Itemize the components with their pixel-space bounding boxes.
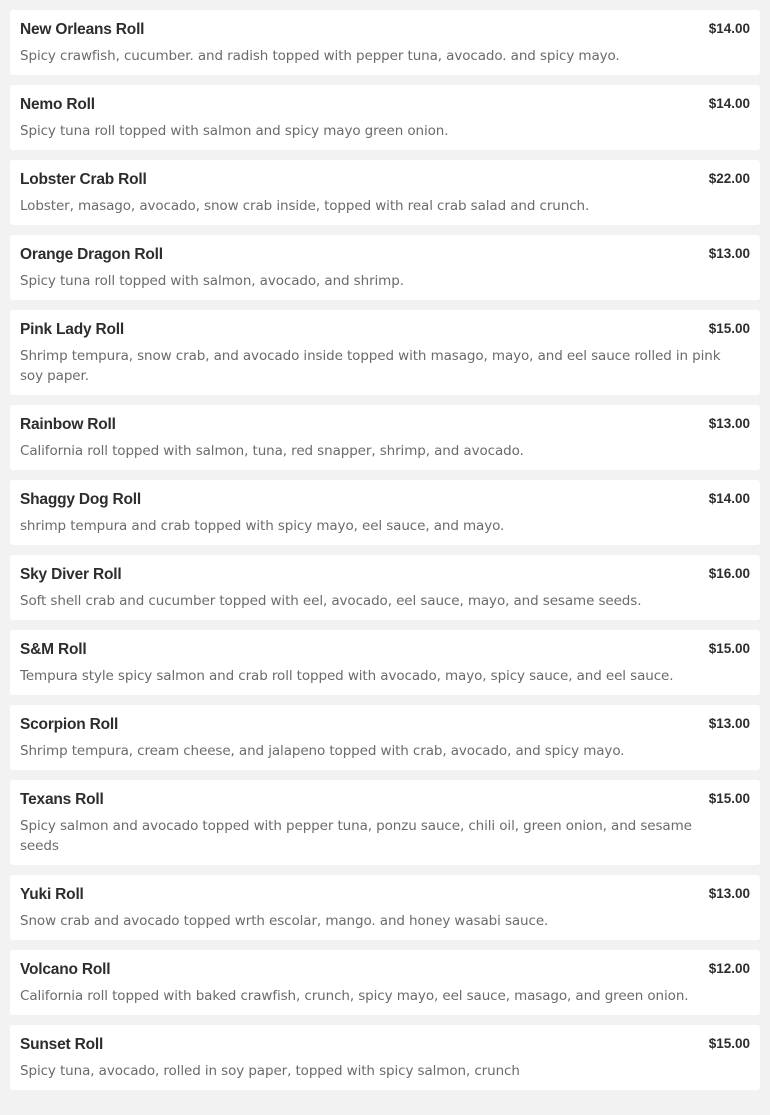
- item-description: Lobster, masago, avocado, snow crab inside, topped with real crab salad and crunch.: [20, 198, 590, 214]
- item-name: Lobster Crab Roll: [20, 171, 147, 188]
- item-description: Spicy tuna roll topped with salmon, avocado, and shrimp.: [20, 273, 404, 289]
- item-name: Sunset Roll: [20, 1036, 104, 1053]
- menu-item[interactable]: [10, 950, 760, 1015]
- item-price: $16.00: [708, 566, 750, 581]
- menu-item[interactable]: [10, 630, 760, 695]
- item-description: California roll topped with baked crawfish, crunch, spicy mayo, eel sauce, masago, and green onion.: [20, 988, 689, 1004]
- item-price: $15.00: [708, 791, 750, 806]
- item-name: Texans Roll: [20, 791, 104, 808]
- menu-item[interactable]: [10, 780, 760, 865]
- menu-item[interactable]: [10, 310, 760, 395]
- menu-item-list: [10, 10, 760, 1100]
- menu-item[interactable]: [10, 85, 760, 150]
- item-description: Tempura style spicy salmon and crab roll topped with avocado, mayo, spicy sauce, and eel sauce.: [20, 668, 674, 684]
- item-name: Volcano Roll: [20, 961, 111, 978]
- item-description: Spicy tuna, avocado, rolled in soy paper, topped with spicy salmon, crunch: [20, 1063, 520, 1079]
- item-price: $13.00: [708, 416, 750, 431]
- item-price: $14.00: [708, 491, 750, 506]
- item-price: $15.00: [708, 1036, 750, 1051]
- item-name: Shaggy Dog Roll: [20, 491, 142, 508]
- item-name: S&M Roll: [20, 641, 87, 658]
- item-description: Shrimp tempura, cream cheese, and jalapeno topped with crab, avocado, and spicy mayo.: [20, 743, 625, 759]
- item-price: $13.00: [708, 886, 750, 901]
- item-description: shrimp tempura and crab topped with spicy mayo, eel sauce, and mayo.: [20, 518, 505, 534]
- item-price: $14.00: [708, 96, 750, 111]
- menu-item[interactable]: [10, 160, 760, 225]
- item-price: $15.00: [708, 321, 750, 336]
- item-description: Snow crab and avocado topped wrth escolar, mango. and honey wasabi sauce.: [20, 913, 549, 929]
- menu-item[interactable]: [10, 1025, 760, 1090]
- item-description: Spicy crawfish, cucumber. and radish topped with pepper tuna, avocado. and spicy mayo.: [20, 48, 620, 64]
- item-description: Shrimp tempura, snow crab, and avocado inside topped with masago, mayo, and eel sauce rolled in pink soy paper.: [20, 348, 721, 384]
- menu-item[interactable]: [10, 705, 760, 770]
- item-price: $13.00: [708, 716, 750, 731]
- item-name: Yuki Roll: [20, 886, 84, 903]
- item-price: $14.00: [708, 21, 750, 36]
- menu-item[interactable]: [10, 235, 760, 300]
- item-name: Rainbow Roll: [20, 416, 116, 433]
- item-description: Soft shell crab and cucumber topped with eel, avocado, eel sauce, mayo, and sesame seeds.: [20, 593, 642, 609]
- item-price: $12.00: [708, 961, 750, 976]
- item-price: $22.00: [708, 171, 750, 186]
- menu-item[interactable]: [10, 405, 760, 470]
- item-name: Nemo Roll: [20, 96, 95, 113]
- menu-item[interactable]: [10, 10, 760, 75]
- item-name: New Orleans Roll: [20, 21, 145, 38]
- item-name: Orange Dragon Roll: [20, 246, 163, 263]
- item-price: $15.00: [708, 641, 750, 656]
- item-description: California roll topped with salmon, tuna, red snapper, shrimp, and avocado.: [20, 443, 524, 459]
- item-name: Sky Diver Roll: [20, 566, 122, 583]
- item-name: Pink Lady Roll: [20, 321, 124, 338]
- item-description: Spicy tuna roll topped with salmon and spicy mayo green onion.: [20, 123, 449, 139]
- menu-item[interactable]: [10, 480, 760, 545]
- item-price: $13.00: [708, 246, 750, 261]
- item-description: Spicy salmon and avocado topped with pepper tuna, ponzu sauce, chili oil, green onion, and sesame seeds: [20, 818, 692, 854]
- item-name: Scorpion Roll: [20, 716, 119, 733]
- menu-item[interactable]: [10, 875, 760, 940]
- menu-item[interactable]: [10, 555, 760, 620]
